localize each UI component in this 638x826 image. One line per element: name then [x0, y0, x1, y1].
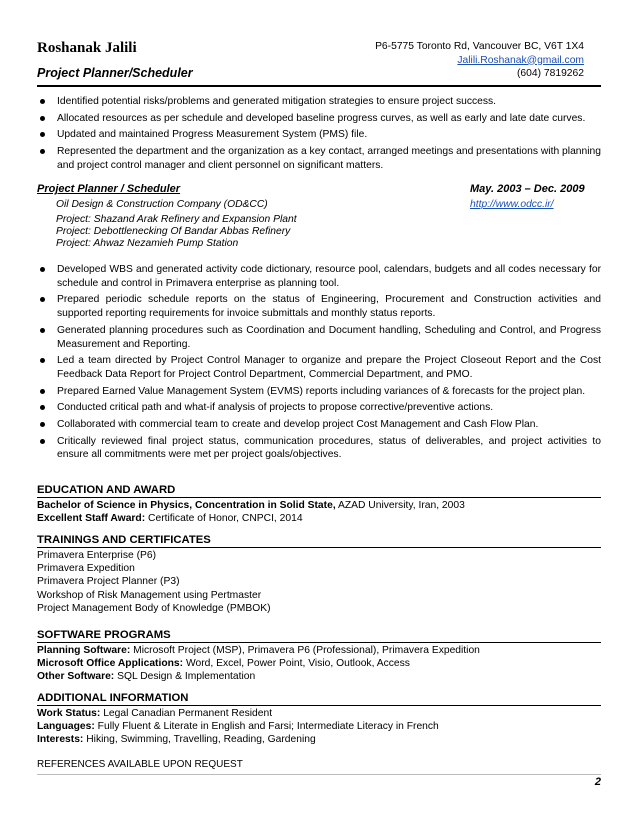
row-label: Languages: — [37, 721, 95, 733]
info-row — [37, 707, 601, 720]
project-line: Project: Ahwaz Nezamieh Pump Station — [56, 238, 239, 249]
list-item: Prepared periodic schedule reports on the status of Engineering, Procurement and Construction activities and supported reporting requirements for invoice submittals and monthly status reports. — [37, 293, 601, 320]
company-name: Oil Design & Construction Company (OD&CC) — [56, 199, 268, 210]
training-item: Primavera Project Planner (P3) — [37, 576, 180, 588]
software-row — [37, 644, 601, 657]
list-item: Represented the department and the organization as a key contact, arranged meetings and presentations with planning and project control manager and client personnel on significant matters. — [37, 145, 601, 172]
info-row — [37, 720, 601, 733]
training-item: Primavera Enterprise (P6) — [37, 550, 157, 561]
degree-line — [37, 499, 601, 512]
additional-info-section — [37, 691, 601, 747]
section-title: SOFTWARE PROGRAMS — [37, 628, 601, 643]
continued-bullet-list — [37, 95, 601, 176]
header-divider — [37, 85, 601, 87]
training-item: Workshop of Risk Management using Pertmaster — [37, 589, 262, 601]
section-title: ADDITIONAL INFORMATION — [37, 691, 601, 706]
references-note: REFERENCES AVAILABLE UPON REQUEST — [37, 759, 243, 770]
company-url-link[interactable]: http://www.odcc.ir/ — [470, 199, 554, 210]
list-item: Developed WBS and generated activity code dictionary, resource pool, calendars, budgets and all codes necessary for schedule and control in Primavera enterprise as planning tool. — [37, 263, 601, 290]
row-value: Fully Fluent & Literate in English and Farsi; Intermediate Literacy in French — [97, 721, 439, 733]
list-item: Led a team directed by Project Control Manager to organize and prepare the Project Closeout Report and the Cost Feedback Data Report for Project Control Department, Commercial Department, and PMO. — [37, 354, 601, 381]
list-item: Allocated resources as per schedule and developed baseline progress curves, as well as early and late date curves. — [37, 112, 601, 126]
section-title: TRAININGS AND CERTIFICATES — [37, 533, 601, 548]
training-item: Project Management Body of Knowledge (PMBOK) — [37, 602, 271, 614]
degree-label: Bachelor of Science in Physics, Concentration in Solid State, — [37, 500, 336, 511]
contact-block — [375, 40, 584, 81]
row-value: Microsoft Project (MSP), Primavera P6 (Professional), Primavera Expedition — [133, 645, 480, 656]
software-section — [37, 628, 601, 684]
list-item: Collaborated with commercial team to create and develop project Cost Management and Cash Flow Plan. — [37, 418, 601, 432]
trainings-section — [37, 533, 601, 615]
list-item: Critically reviewed final project status, communication procedures, status of deliverables, and project activities to ensure all commitments were met per project goals/objectives. — [37, 435, 601, 462]
software-row — [37, 670, 601, 683]
list-item: Generated planning procedures such as Coordination and Document handling, Scheduling and Control, and Progress Measurement and Reporting. — [37, 324, 601, 351]
candidate-name: Roshanak Jalili — [37, 40, 137, 56]
project-line: Project: Debottlenecking Of Bandar Abbas Refinery — [56, 226, 291, 237]
list-item: Identified potential risks/problems and generated mitigation strategies to ensure project success. — [37, 95, 601, 109]
row-value: SQL Design & Implementation — [117, 671, 256, 683]
email-link[interactable]: Jalili.Roshanak@gmail.com — [457, 54, 584, 66]
list-item: Prepared Earned Value Management System (EVMS) reports including variances of & forecasts for the project plan. — [37, 385, 601, 399]
software-row — [37, 657, 601, 670]
row-value: Hiking, Swimming, Travelling, Reading, Gardening — [86, 734, 316, 746]
award-detail: Certificate of Honor, CNPCI, 2014 — [148, 513, 303, 525]
row-label: Planning Software: — [37, 645, 131, 656]
project-list — [56, 214, 297, 250]
position-dates: May. 2003 – Dec. 2009 — [470, 183, 585, 195]
row-label: Other Software: — [37, 671, 115, 683]
address: P6-5775 Toronto Rd, Vancouver BC, V6T 1X4 — [375, 41, 584, 52]
phone: (604) 7819262 — [517, 68, 584, 79]
info-row — [37, 733, 601, 746]
position-title: Project Planner / Scheduler — [37, 183, 181, 195]
degree-detail: AZAD University, Iran, 2003 — [337, 500, 465, 511]
row-value: Word, Excel, Power Point, Visio, Outlook, Access — [185, 658, 410, 670]
project-line: Project: Shazand Arak Refinery and Expansion Plant — [56, 214, 297, 225]
list-item: Conducted critical path and what-if analysis of projects to propose corrective/preventive actions. — [37, 401, 601, 415]
row-label: Interests: — [37, 734, 84, 746]
award-line — [37, 512, 601, 525]
section-title: EDUCATION AND AWARD — [37, 483, 601, 498]
list-item: Updated and maintained Progress Measurement System (PMS) file. — [37, 128, 601, 142]
award-label: Excellent Staff Award: — [37, 513, 146, 525]
row-label: Microsoft Office Applications: — [37, 658, 184, 670]
training-item: Primavera Expedition — [37, 563, 135, 575]
page-number: 2 — [594, 776, 601, 788]
job-heading: Project Planner/Scheduler — [37, 66, 193, 80]
footer-divider — [37, 774, 601, 775]
row-value: Legal Canadian Permanent Resident — [103, 708, 273, 719]
education-section — [37, 483, 601, 525]
row-label: Work Status: — [37, 708, 101, 719]
position-bullet-list — [37, 263, 601, 465]
